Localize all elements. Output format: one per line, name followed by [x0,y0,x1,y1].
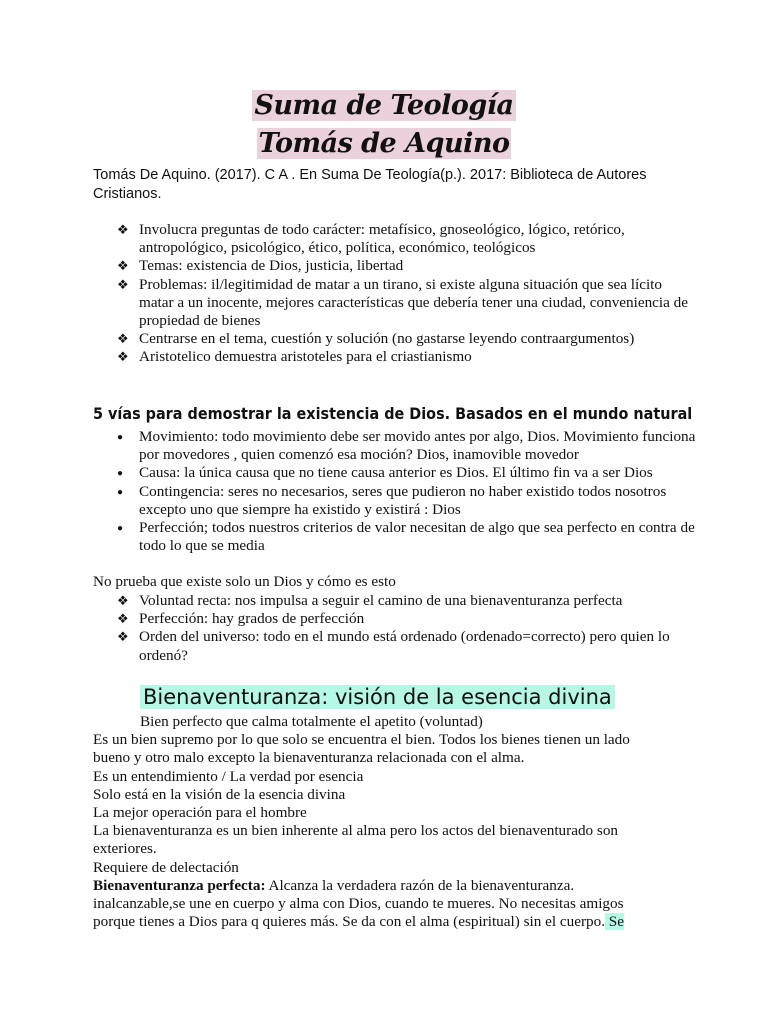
dot-bullet-icon: ● [117,432,124,443]
perfecta-text: Alcanza la verdadera razón de la bienaventuranza. inalcanzable,se une en cuerpo y alma con Dios, cuando te mueres. No necesitas amigos porque tienes a Dios para q quieres más. Se da con el alma (espiritual) sin el cuerpo. [93,877,624,931]
list-item: ❖ Perfección: hay grados de perfección [117,610,365,628]
list-item: ❖ Centrarse en el tema, cuestión y solución (no gastarse leyendo contraargumentos) [117,330,635,348]
document-subtitle: Tomás de Aquino [258,128,510,159]
intro-bullet-list [93,221,699,367]
dot-bullet-icon: ● [117,486,124,498]
title-line-1-block [0,87,768,124]
bien-intro: Bien perfecto que calma totalmente el apetito (voluntad) [140,713,483,730]
diamond-bullet-icon: ❖ [117,331,129,347]
list-item: ❖ Orden del universo: todo en el mundo está ordenado (ordenado=correcto) pero quien lo ordenó? [117,628,670,664]
dot-bullet-icon: ● [117,523,124,535]
list-item: ❖ Involucra preguntas de todo carácter: metafísico, gnoseológico, lógico, retórico, antropológico, psicológico, ético, política, económico, teológicos [117,221,625,257]
highlighted-text: Se [605,913,624,931]
paragraph-line: Requiere de delectación [93,859,239,876]
prueba-bullet-list [93,592,699,665]
title-line-2-block [0,125,768,162]
diamond-bullet-icon: ❖ [117,611,129,627]
list-item: ❖ Aristotelico demuestra aristoteles para el criastianismo [117,348,472,366]
document-title: Suma de Teología [254,90,514,121]
paragraph-line: Es un entendimiento / La verdad por esencia [93,768,364,785]
list-item: ● Movimiento: todo movimiento debe ser movido antes por algo, Dios. Movimiento funciona por movedores , quien comenzó esa moción? Dios, inamovible movedor [117,428,696,464]
citation: Tomás De Aquino. (2017). C A . En Suma De Teología(p.). 2017: Biblioteca de Autores Cristianos. [93,167,647,202]
diamond-bullet-icon: ❖ [117,349,129,365]
diamond-bullet-icon: ❖ [117,629,129,645]
heading-bienaventuranza-block [140,683,615,711]
list-item: ● Perfección; todos nuestros criterios de valor necesitan de algo que sea perfecto en contra de todo lo que se media [117,519,695,555]
heading-cinco-vias: 5 vías para demostrar la existencia de Dios. Basados en el mundo natural [93,404,693,423]
diamond-bullet-icon: ❖ [117,276,129,292]
paragraph-line: La bienaventuranza es un bien inherente al alma pero los actos del bienaventurado son exteriores. [93,822,619,858]
perfecta-label: Bienaventuranza perfecta: [93,877,266,894]
heading-bienaventuranza: Bienaventuranza: visión de la esencia divina [140,685,615,709]
list-item: ❖ Problemas: il/legitimidad de matar a un tirano, si existe alguna situación que sea lícito matar a un inocente, mejores características que debería tener una ciudad, conveniencia de propiedad de bienes [117,275,689,330]
list-item: ❖ Voluntad recta: nos impulsa a seguir el camino de una bienaventuranza perfecta [117,592,623,609]
vias-list [93,428,699,555]
paragraph-line: Es un bien supremo por lo que solo se encuentra el bien. Todos los bienes tienen un lado bueno y otro malo excepto la bienaventuranza relacionada con el alma. [93,731,630,767]
dot-bullet-icon: ● [117,468,124,480]
perfecta-paragraph [93,877,668,932]
diamond-bullet-icon: ❖ [117,222,129,237]
list-item: ● Causa: la única causa que no tiene causa anterior es Dios. El último fin va a ser Dios [93,464,699,482]
diamond-bullet-icon: ❖ [117,593,129,608]
diamond-bullet-icon: ❖ [117,258,129,274]
list-item: ● Contingencia: seres no necesarios, seres que pudieron no haber existido todos nosotros excepto uno que siempre ha existido y existirá : Dios [117,482,667,518]
list-item: ❖ Temas: existencia de Dios, justicia, libertad [117,257,404,275]
paragraph-line: La mejor operación para el hombre [93,804,307,821]
paragraph-line: Solo está en la visión de la esencia divina [93,786,346,803]
no-prueba-line: No prueba que existe solo un Dios y cómo es esto [93,573,396,590]
